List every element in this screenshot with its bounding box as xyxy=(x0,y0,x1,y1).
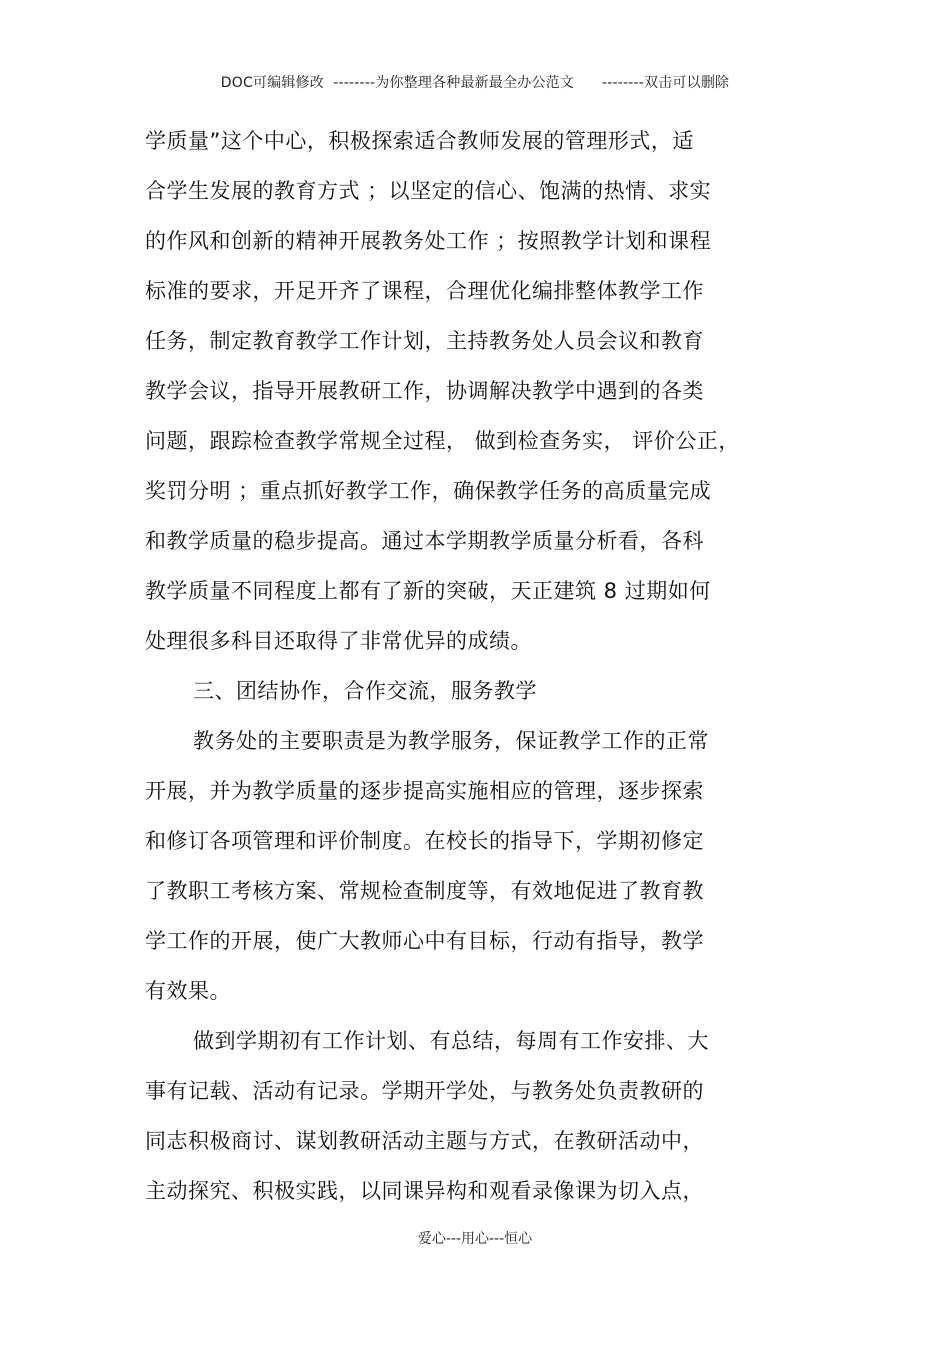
text-line: 事有记载、活动有记录。学期开学处，与教务处负责教研的 xyxy=(145,1079,704,1103)
page-footer: 爱心---用心---恒心 xyxy=(417,1231,533,1247)
page-header xyxy=(0,72,950,92)
text-line: 合学生发展的教育方式 ；以坚定的信心、饱满的热情、求实 xyxy=(145,179,712,203)
text-line: 教学质量不同程度上都有了新的突破，天正建筑 8 过期如何 xyxy=(145,579,711,603)
header-middle: --------为你整理各种最新最全办公范文 xyxy=(333,75,575,91)
header-left: DOC可编辑修改 xyxy=(220,75,324,91)
text-line: 主动探究、积极实践，以同课异构和观看录像课为切入点， xyxy=(145,1179,704,1203)
text-line: 了教职工考核方案、常规检查制度等，有效地促进了教育教 xyxy=(145,879,704,903)
text-line: 标准的要求，开足开齐了课程，合理优化编排整体教学工作 xyxy=(145,279,704,303)
text-line: 学工作的开展，使广大教师心中有目标，行动有指导，教学 xyxy=(145,929,704,953)
paragraph-start: 做到学期初有工作计划、有总结，每周有工作安排、大 xyxy=(193,1029,709,1053)
document-body xyxy=(145,124,825,1224)
paragraph-start: 教务处的主要职责是为教学服务，保证教学工作的正常 xyxy=(193,729,709,753)
header-right: --------双击可以删除 xyxy=(602,75,730,91)
text-line: 和修订各项管理和评价制度。在校长的指导下，学期初修定 xyxy=(145,829,704,853)
text-line: 有效果。 xyxy=(145,979,231,1003)
section-heading: 三、团结协作，合作交流，服务教学 xyxy=(193,679,537,703)
text-line: 的作风和创新的精神开展教务处工作 ；按照教学计划和课程 xyxy=(145,229,712,253)
text-line: 和教学质量的稳步提高。通过本学期教学质量分析看，各科 xyxy=(145,529,704,553)
text-line: 任务，制定教育教学工作计划，主持教务处人员会议和教育 xyxy=(145,329,704,353)
text-line: 同志积极商讨、谋划教研活动主题与方式，在教研活动中， xyxy=(145,1129,704,1153)
text-line: 问题，跟踪检查教学常规全过程， 做到检查务实， 评价公正， xyxy=(145,429,740,453)
text-line: 教学会议，指导开展教研工作，协调解决教学中遇到的各类 xyxy=(145,379,704,403)
text-line: 奖罚分明 ；重点抓好教学工作，确保教学任务的高质量完成 xyxy=(145,479,712,503)
text-line: 开展，并为教学质量的逐步提高实施相应的管理，逐步探索 xyxy=(145,779,704,803)
text-line: 学质量”这个中心，积极探索适合教师发展的管理形式，适 xyxy=(145,129,694,153)
text-line: 处理很多科目还取得了非常优异的成绩。 xyxy=(145,629,532,653)
